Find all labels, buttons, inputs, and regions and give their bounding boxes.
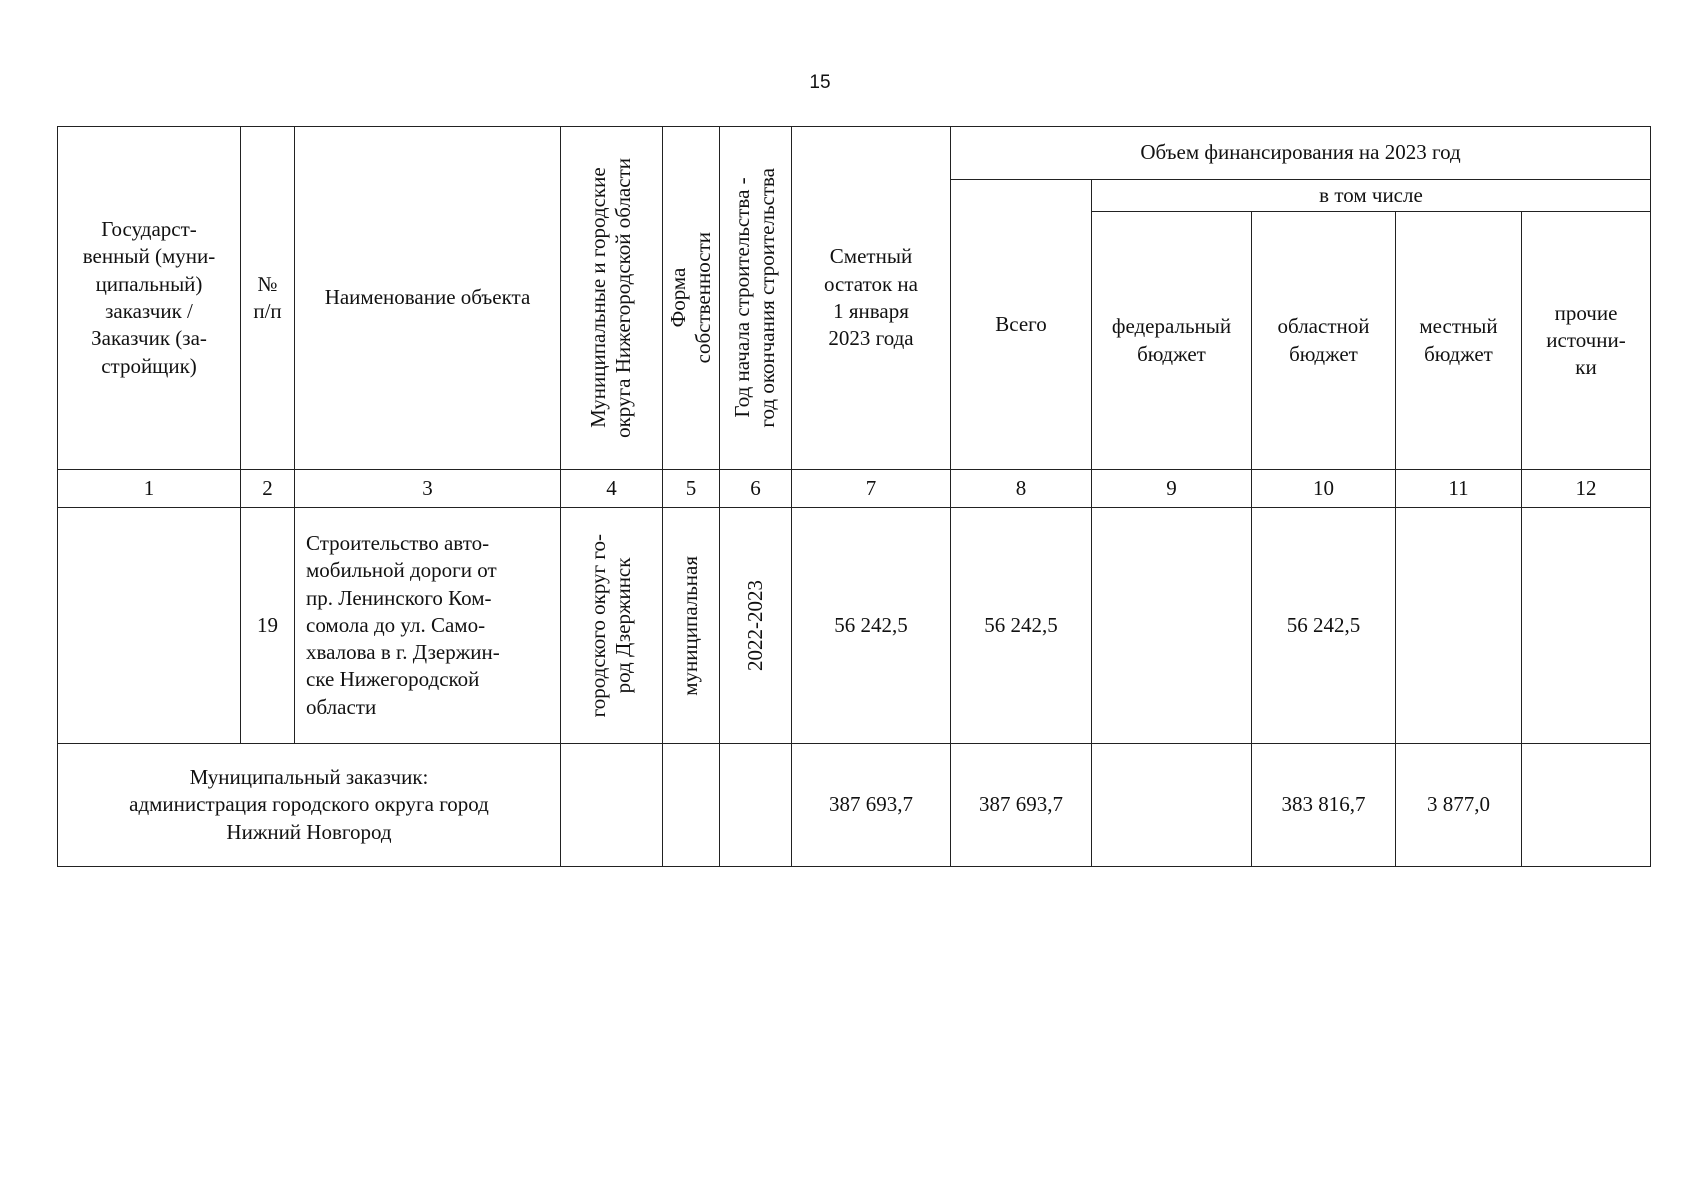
row-regional: 56 242,5: [1252, 508, 1396, 744]
header-local: местный бюджет: [1396, 212, 1522, 470]
header-total: Всего: [951, 180, 1092, 470]
column-number: 12: [1522, 470, 1651, 508]
summary-other: [1522, 744, 1651, 867]
row-estimate-balance: 56 242,5: [792, 508, 951, 744]
financing-table: [57, 126, 1651, 867]
row-other: [1522, 508, 1651, 744]
column-number: 10: [1252, 470, 1396, 508]
header-other: прочие источни- ки: [1522, 212, 1651, 470]
row-local: [1396, 508, 1522, 744]
row-years: 2022-2023: [720, 508, 792, 744]
column-number: 5: [663, 470, 720, 508]
summary-empty: [720, 744, 792, 867]
header-including: в том числе: [1092, 180, 1651, 212]
row-municipality: городского округ го- род Дзержинск: [561, 508, 663, 744]
header-municipality: Муниципальные и городские округа Нижегородской области: [561, 127, 663, 470]
summary-federal: [1092, 744, 1252, 867]
summary-local: 3 877,0: [1396, 744, 1522, 867]
column-number: 1: [58, 470, 241, 508]
summary-estimate-balance: 387 693,7: [792, 744, 951, 867]
column-number: 4: [561, 470, 663, 508]
summary-regional: 383 816,7: [1252, 744, 1396, 867]
header-object-name: Наименование объекта: [295, 127, 561, 470]
column-number: 8: [951, 470, 1092, 508]
summary-empty: [663, 744, 720, 867]
header-financing-title: Объем финансирования на 2023 год: [951, 127, 1651, 180]
header-federal: федеральный бюджет: [1092, 212, 1252, 470]
summary-empty: [561, 744, 663, 867]
row-num: 19: [241, 508, 295, 744]
header-ownership: Форма собственности: [663, 127, 720, 470]
column-number: 11: [1396, 470, 1522, 508]
header-num: № п/п: [241, 127, 295, 470]
row-federal: [1092, 508, 1252, 744]
header-estimate-balance: Сметный остаток на 1 января 2023 года: [792, 127, 951, 470]
column-number: 9: [1092, 470, 1252, 508]
column-number-row: [58, 470, 1651, 508]
header-row-1: [58, 127, 1651, 180]
summary-row: [58, 744, 1651, 867]
row-customer: [58, 508, 241, 744]
column-number: 2: [241, 470, 295, 508]
header-customer: Государст- венный (муни- ципальный) заказчик / Заказчик (за- стройщик): [58, 127, 241, 470]
page-number: 15: [809, 72, 831, 93]
header-regional: областной бюджет: [1252, 212, 1396, 470]
summary-total: 387 693,7: [951, 744, 1092, 867]
summary-label: Муниципальный заказчик: администрация городского округа город Нижний Новгород: [58, 744, 561, 867]
row-total: 56 242,5: [951, 508, 1092, 744]
header-years: Год начала строительства - год окончания строительства: [720, 127, 792, 470]
table-row: [58, 508, 1651, 744]
column-number: 3: [295, 470, 561, 508]
column-number: 6: [720, 470, 792, 508]
column-number: 7: [792, 470, 951, 508]
row-ownership: муниципальная: [663, 508, 720, 744]
row-object-name: Строительство авто- мобильной дороги от пр. Ленинского Ком- сомола до ул. Само- хвалова в г. Дзержин- ске Нижегородской области: [295, 508, 561, 744]
